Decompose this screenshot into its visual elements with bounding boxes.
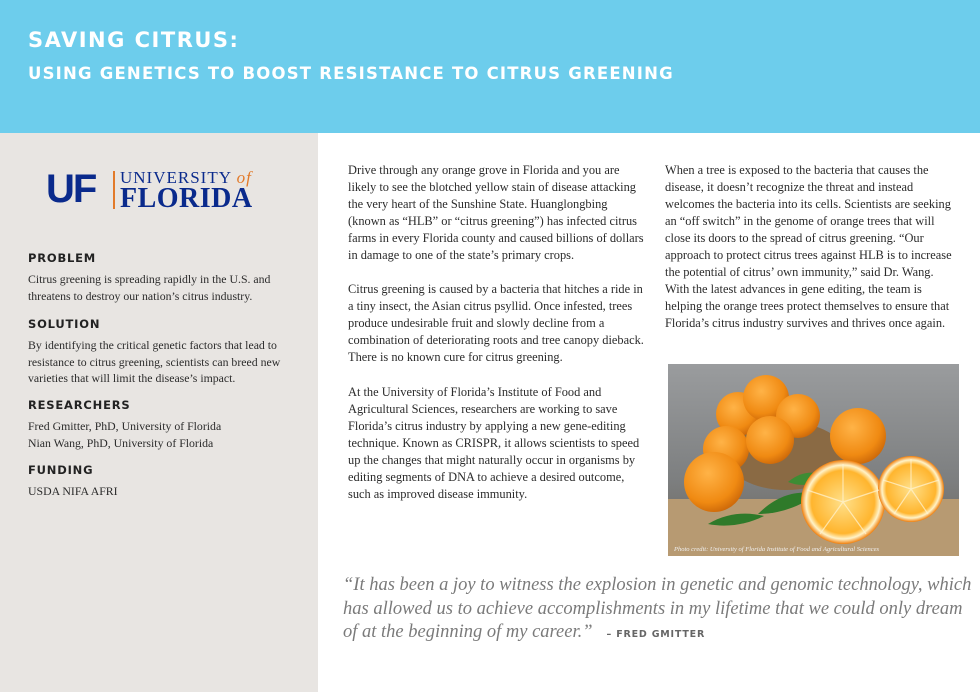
- quote-text: “It has been a joy to witness the explosion in genetic and genomic technology, which has allowed us to achieve accomplishments in my lifetime that we could only dream of at the beginning of my career.”: [343, 575, 972, 642]
- page-subtitle: USING GENETICS TO BOOST RESISTANCE TO CITRUS GREENING: [28, 64, 674, 83]
- researcher-name: Nian Wang, PhD, University of Florida: [28, 435, 214, 450]
- university-of-florida-logo: [46, 167, 286, 213]
- logo-university-text: UNIVERSITY of: [120, 168, 252, 187]
- oranges-photo: [668, 364, 959, 556]
- researcher-name: Fred Gmitter, PhD, University of Florida: [28, 419, 222, 433]
- header-banner: [0, 0, 980, 133]
- funding-heading: FUNDING: [28, 463, 94, 477]
- funding-section: [28, 463, 298, 500]
- photo-credit: Photo credit: University of Florida Institute of Food and Agricultural Sciences: [674, 546, 880, 553]
- pull-quote: [343, 574, 973, 647]
- problem-heading: PROBLEM: [28, 251, 97, 265]
- article-paragraph: Citrus greening is caused by a bacteria that hitches a ride in a tiny insect, the Asian citrus psyllid. Once infested, trees produce undesirable fruit and slowly decline from a combination of deteriorating roots and tree canopy dieback. There is no known cure for citrus greening.: [348, 282, 644, 365]
- article-paragraph: Drive through any orange grove in Florida and you are likely to see the blotched yellow stain of disease attacking the very heart of the Sunshine State. Huanglongbing (known as “HLB” or “citrus greening”) has infected citrus farms in every Florida county and caused billions of dollars in damage to one of the state’s primary crops.: [348, 163, 644, 263]
- logo-divider: [113, 171, 115, 209]
- logo-mark: UF: [46, 167, 96, 211]
- solution-section: [28, 317, 298, 387]
- quote-attribution: – FRED GMITTER: [606, 629, 706, 640]
- oranges-illustration: [668, 364, 959, 556]
- article-paragraph: When a tree is exposed to the bacteria that causes the disease, it doesn’t recognize the threat and instead welcomes the bacteria into its cells. Scientists are seeking an “off switch” in the genome of orange trees that will close its doors to the spread of citrus greening. “Our approach to protect citrus trees against HLB is to increase the potential of citrus’ own immunity,” said Dr. Wang. With the latest advances in gene editing, the team is helping the orange trees protect themselves to ensure that Florida’s citrus industry survives and thrives once again.: [665, 163, 952, 331]
- solution-text: By identifying the critical genetic factors that lead to resistance to citrus greening, scientists can breed new varieties that will limit the disease’s impact.: [28, 338, 281, 385]
- solution-heading: SOLUTION: [28, 317, 101, 331]
- article-column-left: [348, 162, 648, 520]
- sidebar: [0, 133, 318, 692]
- problem-section: [28, 251, 298, 304]
- article-paragraph: At the University of Florida’s Institute of Food and Agricultural Sciences, researchers are working to save Florida’s citrus industry by applying a new gene-editing technique. Known as CRISPR, it allows scientists to speed up the changes that might naturally occur in organisms by editing segments of DNA to achieve a desired outcome, such as improved disease immunity.: [348, 384, 640, 501]
- funding-text: USDA NIFA AFRI: [28, 484, 118, 498]
- article-column-right: [665, 162, 960, 349]
- page-title: SAVING CITRUS:: [28, 28, 240, 52]
- researchers-section: [28, 398, 298, 451]
- researchers-heading: RESEARCHERS: [28, 398, 131, 412]
- logo-state-text: FLORIDA: [120, 183, 253, 214]
- problem-text: Citrus greening is spreading rapidly in the U.S. and threatens to destroy our nation’s citrus industry.: [28, 272, 271, 303]
